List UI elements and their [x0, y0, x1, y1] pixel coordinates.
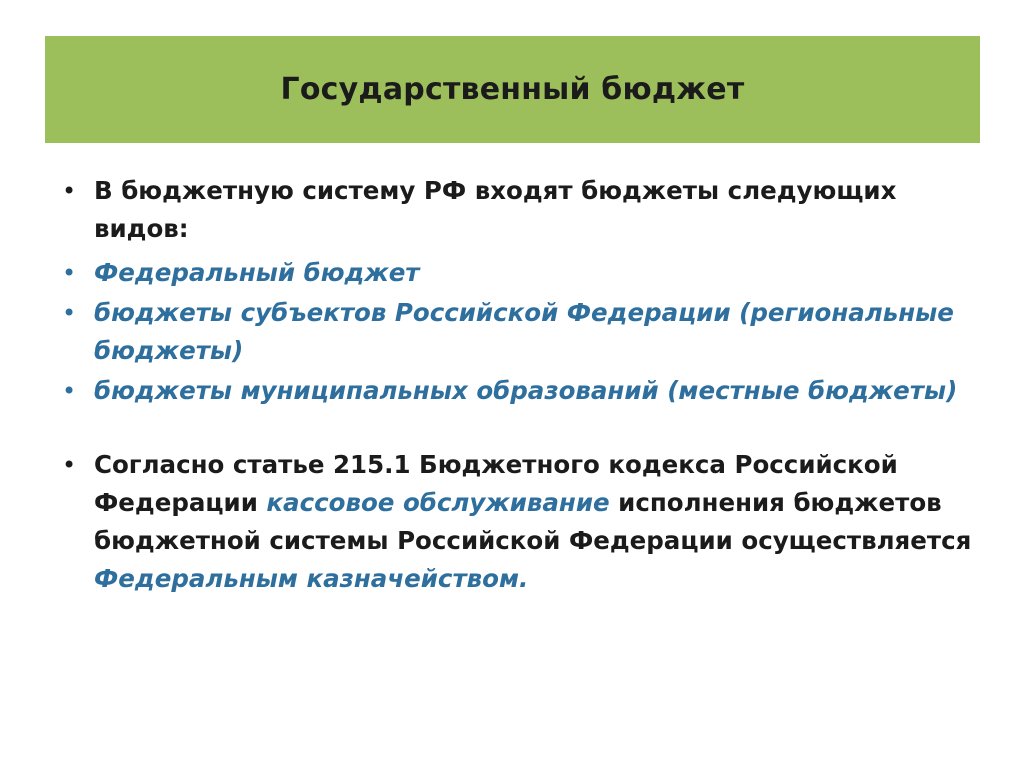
- paragraph-part-2: исполнения бюджетов бюджетной системы Российской Федерации осуществляется: [94, 488, 972, 555]
- bullet-marker-icon: •: [62, 299, 77, 327]
- list-item: [48, 294, 978, 370]
- bullet-marker-icon: •: [62, 451, 77, 479]
- bullet-marker-icon: •: [62, 377, 77, 405]
- bullet-marker-icon: •: [62, 177, 77, 205]
- list-item: [48, 446, 978, 598]
- bullet-text-local-budgets: бюджеты муниципальных образований (местные бюджеты): [94, 376, 958, 405]
- slide-title-band: [45, 36, 980, 143]
- bullet-text-intro: В бюджетную систему РФ входят бюджеты следующих видов:: [94, 176, 897, 243]
- list-item: [48, 372, 978, 410]
- paragraph-article-215-1: [94, 446, 978, 598]
- bullet-text-regional-budgets: бюджеты субъектов Российской Федерации (региональные бюджеты): [94, 298, 954, 365]
- emphasis-cash-servicing: кассовое обслуживание: [266, 488, 610, 517]
- list-item: [48, 254, 978, 292]
- page-title: Государственный бюджет: [280, 72, 745, 107]
- emphasis-federal-treasury: Федеральным казначейством.: [94, 564, 529, 593]
- paragraph-part-1: Согласно статье 215.1 Бюджетного кодекса Российской Федерации: [94, 450, 898, 517]
- bullet-text-federal-budget: Федеральный бюджет: [94, 258, 420, 287]
- bullet-marker-icon: •: [62, 259, 77, 287]
- slide-body: [48, 172, 978, 600]
- spacer: [48, 412, 978, 446]
- list-item: [48, 172, 978, 248]
